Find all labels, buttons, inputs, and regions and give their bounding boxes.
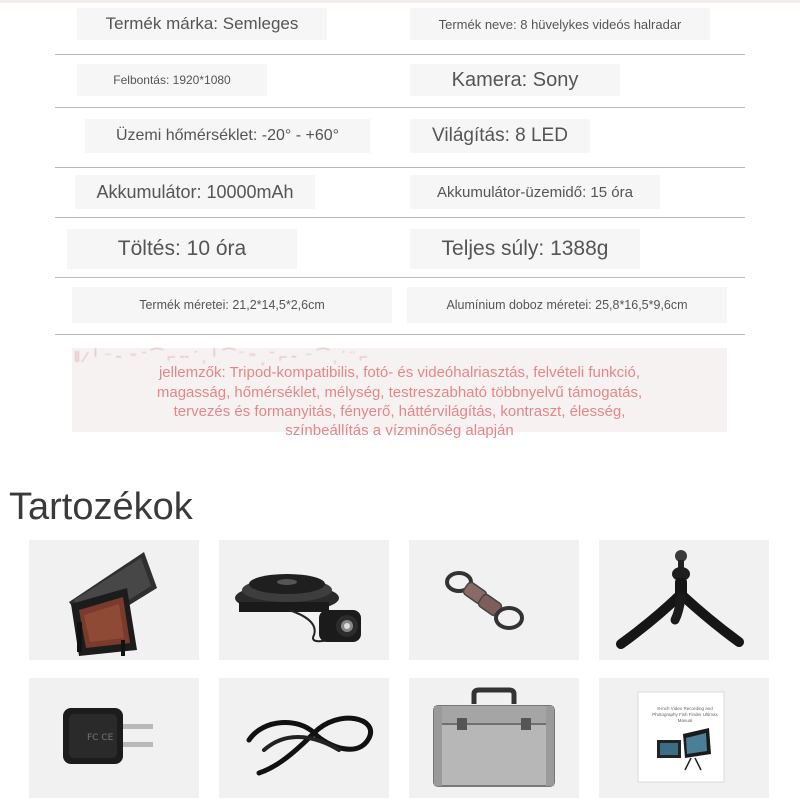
accessory-manual bbox=[599, 678, 769, 798]
spec-brand: Termék márka: Semleges bbox=[77, 8, 327, 40]
features-ghost-text: ‖ ⁄ ╵ ⁻ ╴ ⁼ ˉ ⁀ ⌐ ╌ ˊ ‚ ╵ ⁀ ¨ ⁼ ¸ ˉ ⌐ ╴ ⁻ ⁀ ‚ ˊ ¨ ⌐ bbox=[74, 349, 368, 366]
camera-with-cable-reel-icon bbox=[219, 540, 389, 660]
accessory-aluminum-case bbox=[409, 678, 579, 798]
power-adapter-icon bbox=[29, 678, 199, 798]
features-line-3: tervezés és formanyitás, fényerő, háttérvilágítás, kontraszt, élesség, bbox=[173, 403, 626, 420]
spec-row bbox=[55, 54, 745, 108]
spec-product-name: Termék neve: 8 hüvelykes videós halradar bbox=[410, 8, 710, 40]
spec-row bbox=[55, 167, 745, 218]
accessory-swivel bbox=[409, 540, 579, 660]
spec-battery: Akkumulátor: 10000mAh bbox=[75, 175, 315, 209]
aluminum-case-icon bbox=[409, 678, 579, 798]
accessories-title: Tartozékok bbox=[9, 486, 193, 528]
monitor-with-sunshade-icon bbox=[29, 540, 199, 660]
spec-operating-temperature: Üzemi hőmérséklet: -20° - +60° bbox=[85, 119, 370, 153]
manual-title: 8-inch Video Recording and Photography Fish Finder Ultimax Manual bbox=[652, 706, 718, 723]
spec-camera: Kamera: Sony bbox=[410, 64, 620, 96]
usb-cable-icon bbox=[219, 678, 389, 798]
accessory-cable bbox=[219, 678, 389, 798]
spec-charging: Töltés: 10 óra bbox=[67, 229, 297, 269]
spec-row bbox=[55, 0, 745, 55]
accessory-tripod bbox=[599, 540, 769, 660]
accessory-camera-reel bbox=[219, 540, 389, 660]
features-line-4: színbeállítás a vízminőség alapján bbox=[285, 422, 514, 439]
spec-row bbox=[55, 277, 745, 335]
features-line-1: jellemzők: Tripod-kompatibilis, fotó- és videóhalriasztás, felvételi funkció, bbox=[158, 364, 641, 381]
tripod-icon bbox=[599, 540, 769, 660]
spec-battery-runtime: Akkumulátor-üzemidő: 15 óra bbox=[410, 175, 660, 209]
spec-aluminum-case-dimensions: Alumínium doboz méretei: 25,8*16,5*9,6cm bbox=[407, 287, 727, 323]
swivel-connector-icon bbox=[409, 540, 579, 660]
svg-text:FC CE: FC CE bbox=[87, 733, 114, 743]
spec-product-dimensions: Termék méretei: 21,2*14,5*2,6cm bbox=[72, 287, 392, 323]
accessory-monitor bbox=[29, 540, 199, 660]
spec-row bbox=[55, 217, 745, 278]
user-manual-icon bbox=[599, 678, 769, 798]
features-line-2: magasság, hőmérséklet, mélység, testreszabható többnyelvű támogatás, bbox=[156, 384, 643, 401]
spec-resolution: Felbontás: 1920*1080 bbox=[77, 64, 267, 96]
accessory-power-adapter bbox=[29, 678, 199, 798]
spec-total-weight: Teljes súly: 1388g bbox=[410, 229, 640, 269]
spec-lighting: Világítás: 8 LED bbox=[410, 119, 590, 153]
spec-row bbox=[55, 107, 745, 168]
